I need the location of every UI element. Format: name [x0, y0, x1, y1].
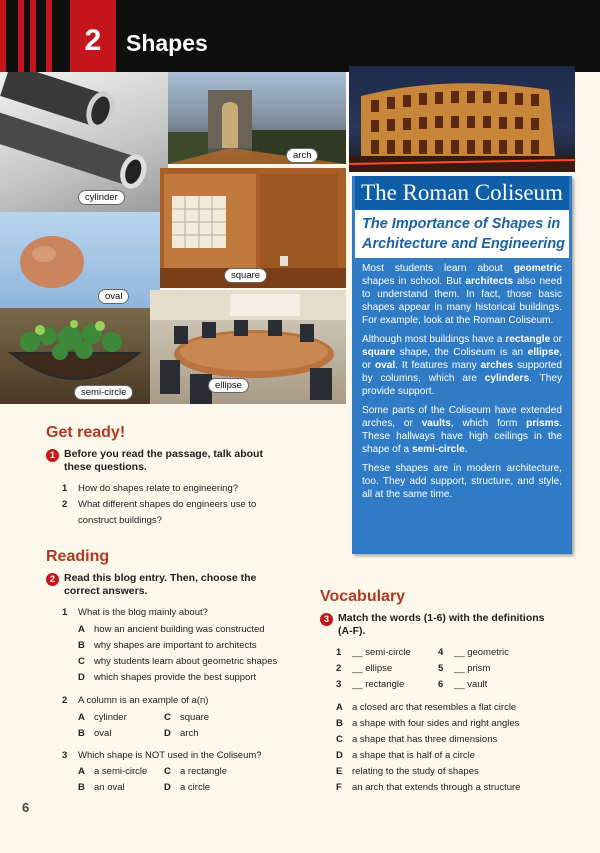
option-letter: B — [78, 728, 85, 739]
arch-image — [168, 72, 346, 164]
header-stripe — [46, 0, 52, 82]
article-body — [362, 262, 562, 507]
exercise-number-badge: 2 — [46, 573, 59, 586]
answer-option[interactable] — [78, 728, 111, 739]
answer-option[interactable] — [78, 624, 265, 635]
option-letter: D — [78, 672, 85, 683]
ellipse-photo — [150, 290, 346, 404]
square-photo — [160, 168, 346, 288]
option-text: oval — [94, 728, 112, 739]
option-text: why shapes are important to architects — [94, 640, 257, 651]
vocab-definition — [336, 750, 475, 761]
question-number: 3 — [62, 750, 68, 761]
get-ready-heading: Get ready! — [46, 424, 126, 441]
answer-option[interactable] — [78, 640, 257, 651]
option-letter: D — [164, 728, 171, 739]
coliseum-image — [349, 66, 575, 172]
paragraph-text: supported by columns, which are — [362, 360, 562, 384]
egg-image — [0, 212, 160, 308]
option-text: which shapes provide the best support — [94, 672, 257, 683]
get-ready-instruction-row — [46, 448, 286, 474]
keyword: rectangle — [505, 334, 551, 345]
word-text: __ ellipse — [352, 663, 393, 674]
square-label: square — [224, 268, 267, 283]
option-letter: A — [78, 624, 85, 635]
exercise-number-badge: 1 — [46, 449, 59, 462]
paragraph-text: . It features many — [395, 360, 481, 371]
option-letter: C — [164, 712, 171, 723]
answer-option[interactable] — [78, 672, 256, 683]
vocab-definition — [336, 702, 516, 713]
vocab-definition — [336, 766, 479, 777]
reading-instruction: Read this blog entry. Then, choose the correct answers. — [64, 572, 257, 597]
oval-photo — [0, 212, 160, 308]
paragraph-text: also need to understand them. In fact, those basic shapes appear in many historical buildings. For example, look at the Roman Coliseum. — [362, 276, 562, 326]
vocab-definition — [336, 782, 520, 793]
article-paragraph — [362, 404, 562, 456]
get-ready-instruction: Before you read the passage, talk about these questions. — [64, 448, 263, 473]
answer-option[interactable] — [164, 782, 210, 793]
paragraph-text: shape, the Coliseum is an — [395, 347, 528, 358]
reading-question — [62, 693, 208, 709]
definition-text: a closed arc that resembles a flat circle — [352, 702, 517, 713]
article-paragraph — [362, 262, 562, 327]
vocabulary-instruction-row — [320, 612, 560, 638]
oval-label: oval — [98, 289, 129, 304]
option-letter: B — [78, 782, 85, 793]
page-number: 6 — [22, 800, 30, 815]
get-ready-question — [62, 481, 292, 497]
answer-option[interactable] — [78, 782, 125, 793]
option-text: a circle — [180, 782, 211, 793]
option-letter: C — [78, 656, 85, 667]
definition-text: a shape that has three dimensions — [352, 734, 498, 745]
paragraph-text: , which form — [450, 418, 527, 429]
arch-photo — [168, 72, 346, 164]
definition-text: a shape that is half of a circle — [352, 750, 476, 761]
keyword: vaults — [421, 418, 451, 429]
keyword: arches — [480, 360, 514, 371]
header-stripe — [0, 0, 6, 82]
paragraph-text: Some parts of the Coliseum have extended arches, or — [362, 405, 562, 429]
option-text: a rectangle — [180, 766, 228, 777]
question-number: 1 — [62, 483, 68, 494]
option-letter: A — [78, 766, 85, 777]
semi-circle-photo — [0, 308, 150, 404]
option-text: square — [180, 712, 210, 723]
word-number: 1 — [336, 647, 342, 658]
question-text: What is the blog mainly about? — [78, 607, 208, 618]
definition-letter: F — [336, 782, 342, 793]
vocab-word[interactable] — [336, 663, 392, 674]
coliseum-photo — [349, 66, 575, 172]
question-number: 1 — [62, 607, 68, 618]
vocab-word[interactable] — [438, 663, 490, 674]
answer-option[interactable] — [78, 766, 147, 777]
option-text: an oval — [94, 782, 125, 793]
option-text: why students learn about geometric shapes — [94, 656, 278, 667]
reading-question — [62, 748, 262, 764]
paragraph-text: . They provide support. — [362, 373, 562, 397]
definition-letter: B — [336, 718, 343, 729]
paragraph-text: Most students learn about — [362, 263, 514, 274]
paragraph-text: Although most buildings have a — [362, 334, 506, 345]
article-paragraph — [362, 462, 562, 501]
paragraph-text: These shapes are in modern architecture, too. They add support, structure, and style, all at the same time. — [362, 463, 562, 500]
semi-circle-label: semi-circle — [74, 385, 133, 400]
header-stripe — [18, 0, 24, 82]
cylinder-label: cylinder — [78, 190, 125, 205]
option-letter: D — [164, 782, 171, 793]
paragraph-text: . These hallways have high ceilings in the shape of a — [362, 418, 562, 455]
answer-option[interactable] — [78, 656, 277, 667]
option-text: how an ancient building was constructed — [94, 624, 265, 635]
arch-label: arch — [286, 148, 318, 163]
vocab-word[interactable] — [336, 647, 411, 658]
paragraph-text: , or — [362, 347, 562, 371]
definition-text: relating to the study of shapes — [352, 766, 479, 777]
word-text: __ geometric — [454, 647, 509, 658]
answer-option[interactable] — [78, 712, 127, 723]
word-number: 3 — [336, 679, 342, 690]
keyword: geometric — [513, 263, 562, 274]
answer-option[interactable] — [164, 712, 209, 723]
option-text: arch — [180, 728, 199, 739]
word-number: 4 — [438, 647, 444, 658]
definition-letter: A — [336, 702, 343, 713]
cylinder-photo — [0, 72, 168, 212]
definition-letter: C — [336, 734, 343, 745]
ellipse-label: ellipse — [208, 378, 249, 393]
option-text: a semi-circle — [94, 766, 148, 777]
vocabulary-instruction: Match the words (1-6) with the definitions (A-F). — [338, 612, 545, 637]
vocab-word[interactable] — [336, 679, 404, 690]
keyword: square — [362, 347, 396, 358]
definition-text: a shape with four sides and right angles — [352, 718, 520, 729]
vocab-word[interactable] — [438, 647, 509, 658]
option-text: cylinder — [94, 712, 127, 723]
paragraph-text: . — [464, 444, 468, 455]
option-letter: C — [164, 766, 171, 777]
definition-text: an arch that extends through a structure — [352, 782, 521, 793]
option-letter: A — [78, 712, 85, 723]
unit-title: Shapes — [126, 30, 208, 56]
question-text: What different shapes do engineers use to construct buildings? — [78, 499, 257, 526]
word-text: __ prism — [454, 663, 491, 674]
word-number: 5 — [438, 663, 444, 674]
question-text: A column is an example of a(n) — [78, 695, 209, 706]
word-text: __ semi-circle — [352, 647, 411, 658]
keyword: oval — [374, 360, 396, 371]
article-title: The Roman Coliseum — [361, 180, 563, 205]
reading-heading: Reading — [46, 548, 110, 565]
vocab-word[interactable] — [438, 679, 487, 690]
keyword: architects — [465, 276, 514, 287]
exercise-number-badge: 3 — [320, 613, 333, 626]
keyword: semi-circle — [411, 444, 465, 455]
reading-instruction-row — [46, 572, 286, 598]
keyword: prisms — [526, 418, 560, 429]
option-letter: B — [78, 640, 85, 651]
get-ready-question — [62, 497, 282, 529]
question-number: 2 — [62, 695, 68, 706]
question-text: Which shape is NOT used in the Coliseum? — [78, 750, 262, 761]
vocabulary-heading: Vocabulary — [320, 588, 406, 605]
paragraph-text: or — [550, 334, 563, 345]
reading-question — [62, 605, 208, 621]
vocab-definition — [336, 718, 519, 729]
word-text: __ vault — [454, 679, 488, 690]
definition-letter: E — [336, 766, 343, 777]
answer-option[interactable] — [164, 766, 227, 777]
keyword: cylinders — [484, 373, 530, 384]
header-stripe — [30, 0, 36, 82]
answer-option[interactable] — [164, 728, 198, 739]
paragraph-text: shapes in school. But — [362, 276, 466, 287]
word-number: 2 — [336, 663, 342, 674]
definition-letter: D — [336, 750, 343, 761]
article-subtitle: The Importance of Shapes in Architecture and Engineering — [362, 216, 566, 252]
word-text: __ rectangle — [352, 679, 405, 690]
question-number: 2 — [62, 499, 68, 510]
keyword: ellipse — [527, 347, 560, 358]
unit-number: 2 — [84, 24, 102, 57]
article-paragraph — [362, 333, 562, 398]
vocab-definition — [336, 734, 497, 745]
word-number: 6 — [438, 679, 444, 690]
question-text: How do shapes relate to engineering? — [78, 483, 239, 494]
